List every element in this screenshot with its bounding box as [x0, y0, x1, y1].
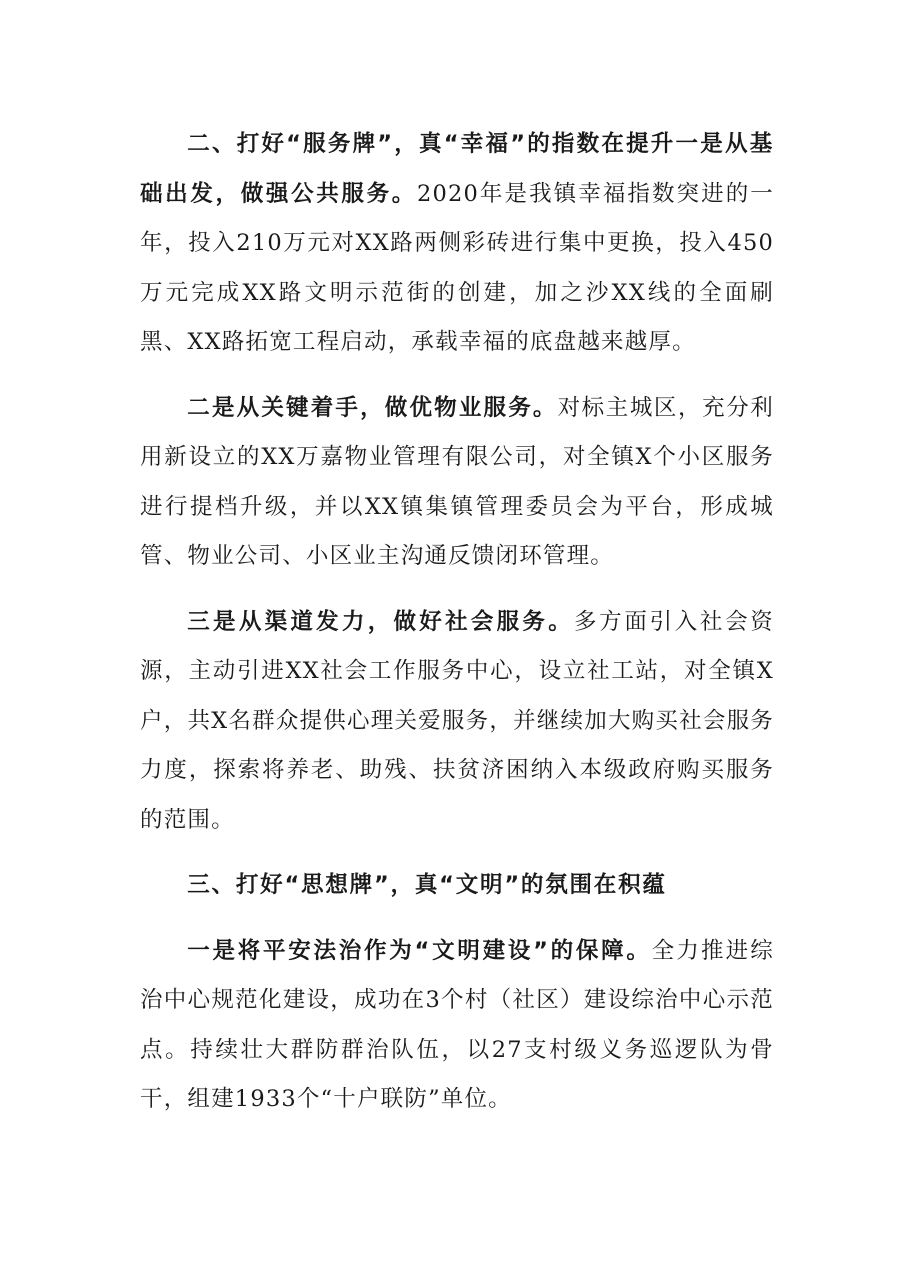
section2-item1-text: 2020年是我镇幸福指数突进的一年，投入210万元对XX路两侧彩砖进行集中更换，投入450万元完成XX路文明示范街的创建，加之沙XX线的全面刷黑、XX路拓宽工程启动，承载幸福的底盘越来越厚。	[140, 180, 774, 355]
section2-item2-text: 对标主城区，充分利用新设立的XX万嘉物业管理有限公司，对全镇X个小区服务进行提档升级，并以XX镇集镇管理委员会为平台，形成城管、物业公司、小区业主沟通反馈闭环管理。	[140, 394, 774, 569]
section2-item1-lead: 一是从基础出发，做强公共服务。	[140, 131, 775, 207]
section3-item1-text: 全力推进综治中心规范化建设，成功在3个村（社区）建设综治中心示范点。持续壮大群防群治队伍，以27支村级义务巡逻队为骨干，组建1933个“十户联防”单位。	[140, 937, 774, 1112]
section2-paragraph-2	[140, 384, 774, 582]
section3-heading: 三、打好“思想牌”，真“文明”的氛围在积蕴	[187, 872, 667, 898]
document-page	[140, 120, 774, 1141]
section2-paragraph-3	[140, 598, 774, 846]
section2-item2-lead: 二是从关键着手，做优物业服务。	[187, 394, 558, 421]
section2-paragraph-1	[140, 120, 774, 368]
section2-heading: 二、打好“服务牌”，真“幸福”的指数在提升	[187, 131, 676, 157]
section3-paragraph-1	[140, 927, 774, 1125]
section2-item3-lead: 三是从渠道发力，做好社会服务。	[187, 608, 574, 635]
section3-item1-lead: 一是将平安法治作为“文明建设”的保障。	[187, 937, 652, 964]
section2-item3-text: 多方面引入社会资源，主动引进XX社会工作服务中心，设立社工站，对全镇X户，共X名群众提供心理关爱服务，并继续加大购买社会服务力度，探索将养老、助残、扶贫济困纳入本级政府购买服务的范围。	[140, 608, 774, 833]
